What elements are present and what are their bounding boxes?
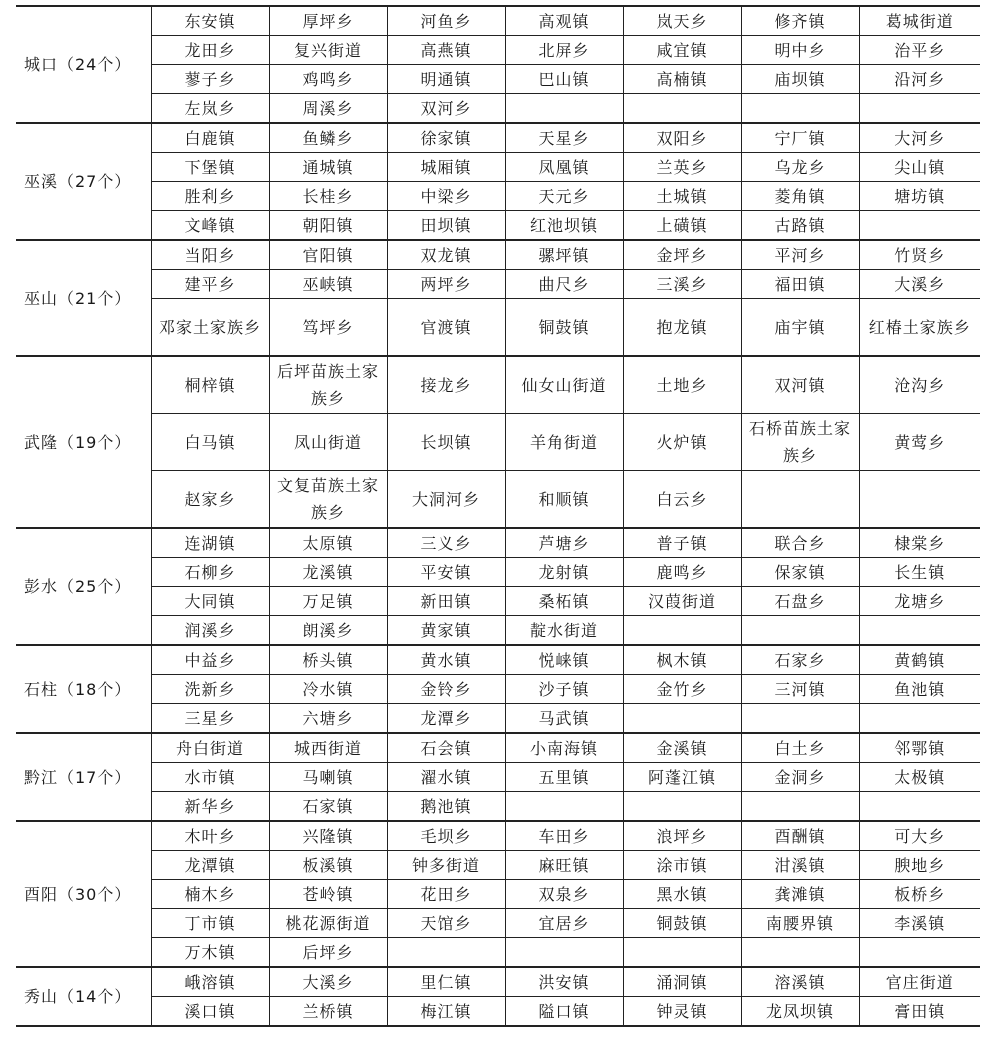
township-cell: 当阳乡 xyxy=(151,240,269,270)
township-cell: 双阳乡 xyxy=(623,123,741,153)
township-cell: 太原镇 xyxy=(269,528,387,558)
township-cell: 马喇镇 xyxy=(269,763,387,792)
table-row xyxy=(16,587,980,616)
township-cell: 官阳镇 xyxy=(269,240,387,270)
township-cell: 鹿鸣乡 xyxy=(623,558,741,587)
township-cell: 通城镇 xyxy=(269,153,387,182)
township-cell: 河鱼乡 xyxy=(387,6,505,36)
township-cell: 白马镇 xyxy=(151,414,269,471)
table-row xyxy=(16,821,980,851)
township-cell: 舟白街道 xyxy=(151,733,269,763)
table-row xyxy=(16,94,980,124)
township-cell: 北屏乡 xyxy=(505,36,623,65)
township-table xyxy=(16,5,980,1027)
township-cell xyxy=(623,792,741,822)
township-cell xyxy=(623,938,741,968)
township-cell: 兰英乡 xyxy=(623,153,741,182)
township-cell: 龙溪镇 xyxy=(269,558,387,587)
township-cell: 板桥乡 xyxy=(859,880,980,909)
region-label: 酉阳（30个） xyxy=(16,821,151,967)
township-cell: 桑柘镇 xyxy=(505,587,623,616)
township-cell: 红椿土家族乡 xyxy=(859,299,980,357)
township-cell: 黑水镇 xyxy=(623,880,741,909)
township-cell: 两坪乡 xyxy=(387,270,505,299)
township-cell: 太极镇 xyxy=(859,763,980,792)
township-cell: 涂市镇 xyxy=(623,851,741,880)
township-cell: 土城镇 xyxy=(623,182,741,211)
township-cell xyxy=(505,792,623,822)
township-cell: 双泉乡 xyxy=(505,880,623,909)
township-cell: 朝阳镇 xyxy=(269,211,387,241)
township-cell: 兴隆镇 xyxy=(269,821,387,851)
township-cell: 田坝镇 xyxy=(387,211,505,241)
township-cell: 白云乡 xyxy=(623,471,741,529)
township-cell: 天星乡 xyxy=(505,123,623,153)
township-cell: 长坝镇 xyxy=(387,414,505,471)
township-cell: 丁市镇 xyxy=(151,909,269,938)
township-cell: 邓家土家族乡 xyxy=(151,299,269,357)
township-cell: 塘坊镇 xyxy=(859,182,980,211)
township-cell xyxy=(859,704,980,734)
table-row xyxy=(16,967,980,997)
township-cell: 平河乡 xyxy=(741,240,859,270)
township-cell: 芦塘乡 xyxy=(505,528,623,558)
township-cell: 官渡镇 xyxy=(387,299,505,357)
township-cell: 三溪乡 xyxy=(623,270,741,299)
township-cell: 双龙镇 xyxy=(387,240,505,270)
township-cell: 花田乡 xyxy=(387,880,505,909)
township-cell: 浪坪乡 xyxy=(623,821,741,851)
township-cell: 双河乡 xyxy=(387,94,505,124)
township-cell xyxy=(741,704,859,734)
table-row xyxy=(16,880,980,909)
township-cell: 后坪乡 xyxy=(269,938,387,968)
table-row xyxy=(16,6,980,36)
township-cell: 黄莺乡 xyxy=(859,414,980,471)
township-cell: 宜居乡 xyxy=(505,909,623,938)
township-cell xyxy=(505,938,623,968)
township-cell: 大洞河乡 xyxy=(387,471,505,529)
region-label: 秀山（14个） xyxy=(16,967,151,1026)
township-cell: 红池坝镇 xyxy=(505,211,623,241)
township-cell: 文复苗族土家族乡 xyxy=(269,471,387,529)
township-cell: 汉葭街道 xyxy=(623,587,741,616)
township-cell: 沿河乡 xyxy=(859,65,980,94)
township-cell xyxy=(741,471,859,529)
township-cell: 兰桥镇 xyxy=(269,997,387,1027)
township-cell: 泔溪镇 xyxy=(741,851,859,880)
township-cell: 石桥苗族土家族乡 xyxy=(741,414,859,471)
township-cell: 鸡鸣乡 xyxy=(269,65,387,94)
township-cell: 桐梓镇 xyxy=(151,356,269,414)
table-row xyxy=(16,909,980,938)
township-cell: 新田镇 xyxy=(387,587,505,616)
township-cell: 里仁镇 xyxy=(387,967,505,997)
township-cell: 毛坝乡 xyxy=(387,821,505,851)
township-cell: 大溪乡 xyxy=(269,967,387,997)
township-cell: 羊角街道 xyxy=(505,414,623,471)
township-cell xyxy=(859,471,980,529)
township-cell: 木叶乡 xyxy=(151,821,269,851)
township-cell: 中益乡 xyxy=(151,645,269,675)
township-cell: 小南海镇 xyxy=(505,733,623,763)
region-label: 彭水（25个） xyxy=(16,528,151,645)
township-cell xyxy=(741,94,859,124)
region-label: 巫溪（27个） xyxy=(16,123,151,240)
township-cell: 治平乡 xyxy=(859,36,980,65)
township-cell: 城西街道 xyxy=(269,733,387,763)
township-cell: 石会镇 xyxy=(387,733,505,763)
township-cell: 古路镇 xyxy=(741,211,859,241)
township-cell: 东安镇 xyxy=(151,6,269,36)
township-cell: 巫峡镇 xyxy=(269,270,387,299)
township-cell: 鱼鳞乡 xyxy=(269,123,387,153)
township-cell: 三义乡 xyxy=(387,528,505,558)
township-cell: 龙塘乡 xyxy=(859,587,980,616)
township-cell: 连湖镇 xyxy=(151,528,269,558)
township-cell xyxy=(505,94,623,124)
table-row xyxy=(16,211,980,241)
township-cell: 白鹿镇 xyxy=(151,123,269,153)
township-cell: 麻旺镇 xyxy=(505,851,623,880)
township-cell xyxy=(623,94,741,124)
township-cell: 靛水街道 xyxy=(505,616,623,646)
township-cell: 咸宜镇 xyxy=(623,36,741,65)
township-cell: 文峰镇 xyxy=(151,211,269,241)
township-cell: 黄鹤镇 xyxy=(859,645,980,675)
region-label: 武隆（19个） xyxy=(16,356,151,528)
township-cell: 高燕镇 xyxy=(387,36,505,65)
township-cell: 万木镇 xyxy=(151,938,269,968)
township-cell: 沙子镇 xyxy=(505,675,623,704)
township-cell: 建平乡 xyxy=(151,270,269,299)
township-cell: 枫木镇 xyxy=(623,645,741,675)
township-cell: 蓼子乡 xyxy=(151,65,269,94)
township-cell xyxy=(623,704,741,734)
township-cell: 普子镇 xyxy=(623,528,741,558)
township-cell: 六塘乡 xyxy=(269,704,387,734)
township-cell: 龚滩镇 xyxy=(741,880,859,909)
township-cell: 濯水镇 xyxy=(387,763,505,792)
township-cell: 菱角镇 xyxy=(741,182,859,211)
township-cell: 白土乡 xyxy=(741,733,859,763)
table-row xyxy=(16,675,980,704)
township-cell: 钟灵镇 xyxy=(623,997,741,1027)
township-cell: 周溪乡 xyxy=(269,94,387,124)
township-cell: 下堡镇 xyxy=(151,153,269,182)
township-cell: 三河镇 xyxy=(741,675,859,704)
township-cell: 中梁乡 xyxy=(387,182,505,211)
township-cell xyxy=(741,616,859,646)
region-label: 黔江（17个） xyxy=(16,733,151,821)
township-cell: 土地乡 xyxy=(623,356,741,414)
township-cell: 后坪苗族土家族乡 xyxy=(269,356,387,414)
township-cell: 万足镇 xyxy=(269,587,387,616)
township-cell: 邻鄂镇 xyxy=(859,733,980,763)
township-cell: 和顺镇 xyxy=(505,471,623,529)
table-row xyxy=(16,763,980,792)
township-cell: 庙宇镇 xyxy=(741,299,859,357)
township-cell: 仙女山街道 xyxy=(505,356,623,414)
township-cell: 高观镇 xyxy=(505,6,623,36)
township-cell: 长生镇 xyxy=(859,558,980,587)
township-cell: 乌龙乡 xyxy=(741,153,859,182)
table-row xyxy=(16,182,980,211)
table-row xyxy=(16,123,980,153)
table-row xyxy=(16,792,980,822)
township-cell: 天元乡 xyxy=(505,182,623,211)
township-cell: 三星乡 xyxy=(151,704,269,734)
township-cell: 龙凤坝镇 xyxy=(741,997,859,1027)
township-cell: 石柳乡 xyxy=(151,558,269,587)
table-row xyxy=(16,356,980,414)
township-cell xyxy=(859,792,980,822)
township-cell: 洪安镇 xyxy=(505,967,623,997)
township-cell: 凤山街道 xyxy=(269,414,387,471)
table-row xyxy=(16,704,980,734)
township-cell: 金溪镇 xyxy=(623,733,741,763)
township-cell: 大溪乡 xyxy=(859,270,980,299)
township-cell: 溶溪镇 xyxy=(741,967,859,997)
township-cell: 铜鼓镇 xyxy=(623,909,741,938)
township-cell: 涌洞镇 xyxy=(623,967,741,997)
township-cell: 石家镇 xyxy=(269,792,387,822)
township-cell: 金坪乡 xyxy=(623,240,741,270)
township-cell: 石家乡 xyxy=(741,645,859,675)
township-cell: 尖山镇 xyxy=(859,153,980,182)
township-cell xyxy=(859,616,980,646)
township-cell: 冷水镇 xyxy=(269,675,387,704)
township-cell: 龙田乡 xyxy=(151,36,269,65)
table-row xyxy=(16,997,980,1027)
township-cell: 龙潭乡 xyxy=(387,704,505,734)
township-cell: 凤凰镇 xyxy=(505,153,623,182)
table-row xyxy=(16,938,980,968)
table-row xyxy=(16,558,980,587)
township-cell: 桃花源街道 xyxy=(269,909,387,938)
township-cell: 抱龙镇 xyxy=(623,299,741,357)
township-cell: 金竹乡 xyxy=(623,675,741,704)
township-cell: 左岚乡 xyxy=(151,94,269,124)
township-cell: 桥头镇 xyxy=(269,645,387,675)
township-cell xyxy=(741,938,859,968)
township-cell: 钟多街道 xyxy=(387,851,505,880)
table-row xyxy=(16,36,980,65)
township-cell: 骡坪镇 xyxy=(505,240,623,270)
township-cell: 联合乡 xyxy=(741,528,859,558)
table-row xyxy=(16,528,980,558)
table-row xyxy=(16,299,980,357)
township-cell: 洗新乡 xyxy=(151,675,269,704)
township-cell: 明通镇 xyxy=(387,65,505,94)
table-row xyxy=(16,851,980,880)
township-cell: 岚天乡 xyxy=(623,6,741,36)
township-cell: 明中乡 xyxy=(741,36,859,65)
table-row xyxy=(16,645,980,675)
township-cell: 巴山镇 xyxy=(505,65,623,94)
township-cell: 鹅池镇 xyxy=(387,792,505,822)
township-cell xyxy=(859,94,980,124)
township-cell: 润溪乡 xyxy=(151,616,269,646)
township-cell: 笃坪乡 xyxy=(269,299,387,357)
township-cell: 水市镇 xyxy=(151,763,269,792)
table-row xyxy=(16,240,980,270)
township-cell: 五里镇 xyxy=(505,763,623,792)
township-cell: 酉酬镇 xyxy=(741,821,859,851)
township-cell: 官庄街道 xyxy=(859,967,980,997)
township-cell xyxy=(859,211,980,241)
township-cell: 火炉镇 xyxy=(623,414,741,471)
township-cell: 竹贤乡 xyxy=(859,240,980,270)
township-cell: 宁厂镇 xyxy=(741,123,859,153)
township-cell: 黄家镇 xyxy=(387,616,505,646)
township-cell: 石盘乡 xyxy=(741,587,859,616)
township-cell: 上磺镇 xyxy=(623,211,741,241)
township-cell xyxy=(387,938,505,968)
township-cell: 大河乡 xyxy=(859,123,980,153)
township-cell xyxy=(623,616,741,646)
township-cell: 隘口镇 xyxy=(505,997,623,1027)
table-row xyxy=(16,270,980,299)
township-cell: 南腰界镇 xyxy=(741,909,859,938)
township-cell: 龙潭镇 xyxy=(151,851,269,880)
township-cell: 双河镇 xyxy=(741,356,859,414)
table-row xyxy=(16,65,980,94)
table-row xyxy=(16,414,980,471)
township-cell: 膏田镇 xyxy=(859,997,980,1027)
township-cell: 沧沟乡 xyxy=(859,356,980,414)
township-cell: 城厢镇 xyxy=(387,153,505,182)
township-cell: 福田镇 xyxy=(741,270,859,299)
township-cell: 楠木乡 xyxy=(151,880,269,909)
township-cell xyxy=(741,792,859,822)
township-cell: 可大乡 xyxy=(859,821,980,851)
table-row xyxy=(16,471,980,529)
township-cell: 长桂乡 xyxy=(269,182,387,211)
township-cell: 徐家镇 xyxy=(387,123,505,153)
township-cell: 金铃乡 xyxy=(387,675,505,704)
township-cell: 溪口镇 xyxy=(151,997,269,1027)
township-cell: 鱼池镇 xyxy=(859,675,980,704)
table-row xyxy=(16,153,980,182)
township-cell: 板溪镇 xyxy=(269,851,387,880)
township-cell: 梅江镇 xyxy=(387,997,505,1027)
township-cell: 庙坝镇 xyxy=(741,65,859,94)
township-cell: 腴地乡 xyxy=(859,851,980,880)
township-cell: 天馆乡 xyxy=(387,909,505,938)
township-cell: 马武镇 xyxy=(505,704,623,734)
township-cell: 铜鼓镇 xyxy=(505,299,623,357)
township-cell: 龙射镇 xyxy=(505,558,623,587)
region-label: 巫山（21个） xyxy=(16,240,151,356)
township-cell: 保家镇 xyxy=(741,558,859,587)
township-cell: 苍岭镇 xyxy=(269,880,387,909)
township-cell: 接龙乡 xyxy=(387,356,505,414)
township-cell: 新华乡 xyxy=(151,792,269,822)
township-cell: 李溪镇 xyxy=(859,909,980,938)
township-cell: 金洞乡 xyxy=(741,763,859,792)
table-body xyxy=(16,6,980,1026)
township-cell: 复兴街道 xyxy=(269,36,387,65)
township-cell: 高楠镇 xyxy=(623,65,741,94)
township-cell: 厚坪乡 xyxy=(269,6,387,36)
township-cell: 大同镇 xyxy=(151,587,269,616)
region-label: 城口（24个） xyxy=(16,6,151,123)
township-cell: 平安镇 xyxy=(387,558,505,587)
township-cell: 修齐镇 xyxy=(741,6,859,36)
region-label: 石柱（18个） xyxy=(16,645,151,733)
township-cell: 赵家乡 xyxy=(151,471,269,529)
township-cell: 曲尺乡 xyxy=(505,270,623,299)
township-cell: 车田乡 xyxy=(505,821,623,851)
township-cell: 阿蓬江镇 xyxy=(623,763,741,792)
township-cell: 胜利乡 xyxy=(151,182,269,211)
township-cell: 黄水镇 xyxy=(387,645,505,675)
township-cell xyxy=(859,938,980,968)
table-row xyxy=(16,733,980,763)
township-cell: 朗溪乡 xyxy=(269,616,387,646)
township-cell: 峨溶镇 xyxy=(151,967,269,997)
township-cell: 棣棠乡 xyxy=(859,528,980,558)
township-cell: 悦崃镇 xyxy=(505,645,623,675)
township-cell: 葛城街道 xyxy=(859,6,980,36)
table-row xyxy=(16,616,980,646)
